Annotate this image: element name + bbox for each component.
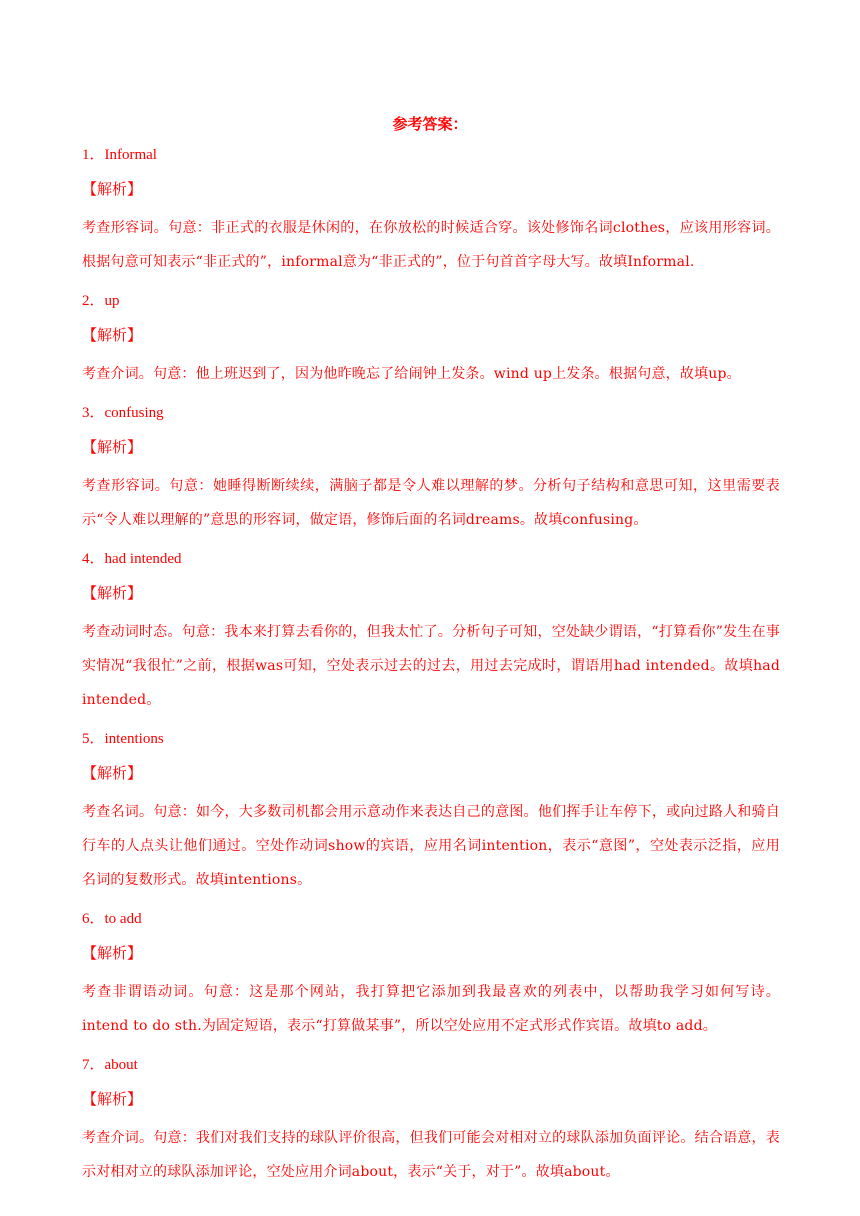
analysis-tag-4: 【解析】 [82,584,143,602]
answer-item-3 [82,401,780,537]
explanation-7: 考查介词。句意：我们对我们支持的球队评价很高，但我们可能会对相对立的球队添加负面评论。结合语意，表示对相对立的球队添加评论，空处应用介词about，表示“关于，对于”。故填about。 [82,1130,780,1180]
explanation-2: 考查介词。句意：他上班迟到了，因为他昨晚忘了给闹钟上发条。wind up上发条。根据句意，故填up。 [82,366,741,382]
analysis-tag-7: 【解析】 [82,1090,143,1108]
analysis-tag-6: 【解析】 [82,944,143,962]
explanation-5: 考查名词。句意：如今，大多数司机都会用示意动作来表达自己的意图。他们挥手让车停下，或向过路人和骑自行车的人点头让他们通过。空处作动词show的宾语，应用名词intention，表示“意图”，空处表示泛指，应用名词的复数形式。故填intentions。 [82,804,780,888]
explanation-3: 考查形容词。句意：她睡得断断续续，满脑子都是令人难以理解的梦。分析句子结构和意思可知，这里需要表示“令人难以理解的”意思的形容词，做定语，修饰后面的名词dreams。故填confusing。 [82,478,780,528]
page-title: 参考答案： [392,115,468,133]
answer-item-1 [82,143,780,279]
explanation-1: 考查形容词。句意：非正式的衣服是休闲的，在你放松的时候适合穿。该处修饰名词clothes，应该用形容词。根据句意可知表示“非正式的”，informal意为“非正式的”，位于句首首字母大写。故填Informal. [82,220,780,270]
explanation-6: 考查非谓语动词。句意：这是那个网站，我打算把它添加到我最喜欢的列表中，以帮助我学习如何写诗。intend to do sth.为固定短语，表示“打算做某事”，所以空处应用不定式形式作宾语。故填to add。 [82,984,780,1034]
analysis-tag-1: 【解析】 [82,180,143,198]
analysis-tag-2: 【解析】 [82,326,143,344]
answer-2-label: 2．up [82,293,120,309]
answer-1-label: 1．Informal [82,147,157,163]
answer-item-7 [82,1053,780,1189]
answer-7-label: 7．about [82,1057,138,1073]
answer-4-label: 4．had intended [82,551,182,567]
answer-3-label: 3．confusing [82,405,164,421]
analysis-tag-3: 【解析】 [82,438,143,456]
answer-item-4 [82,547,780,717]
analysis-tag-5: 【解析】 [82,764,143,782]
answer-list [82,143,780,1199]
answer-item-5 [82,727,780,897]
explanation-4: 考查动词时态。句意：我本来打算去看你的，但我太忙了。分析句子可知，空处缺少谓语，“打算看你”发生在事实情况“我很忙”之前，根据was可知，空处表示过去的过去，用过去完成时，谓语用had intended。故填had intended。 [82,624,780,708]
answer-item-2 [82,289,780,391]
answer-6-label: 6．to add [82,911,142,927]
answer-item-6 [82,907,780,1043]
answer-5-label: 5．intentions [82,731,164,747]
